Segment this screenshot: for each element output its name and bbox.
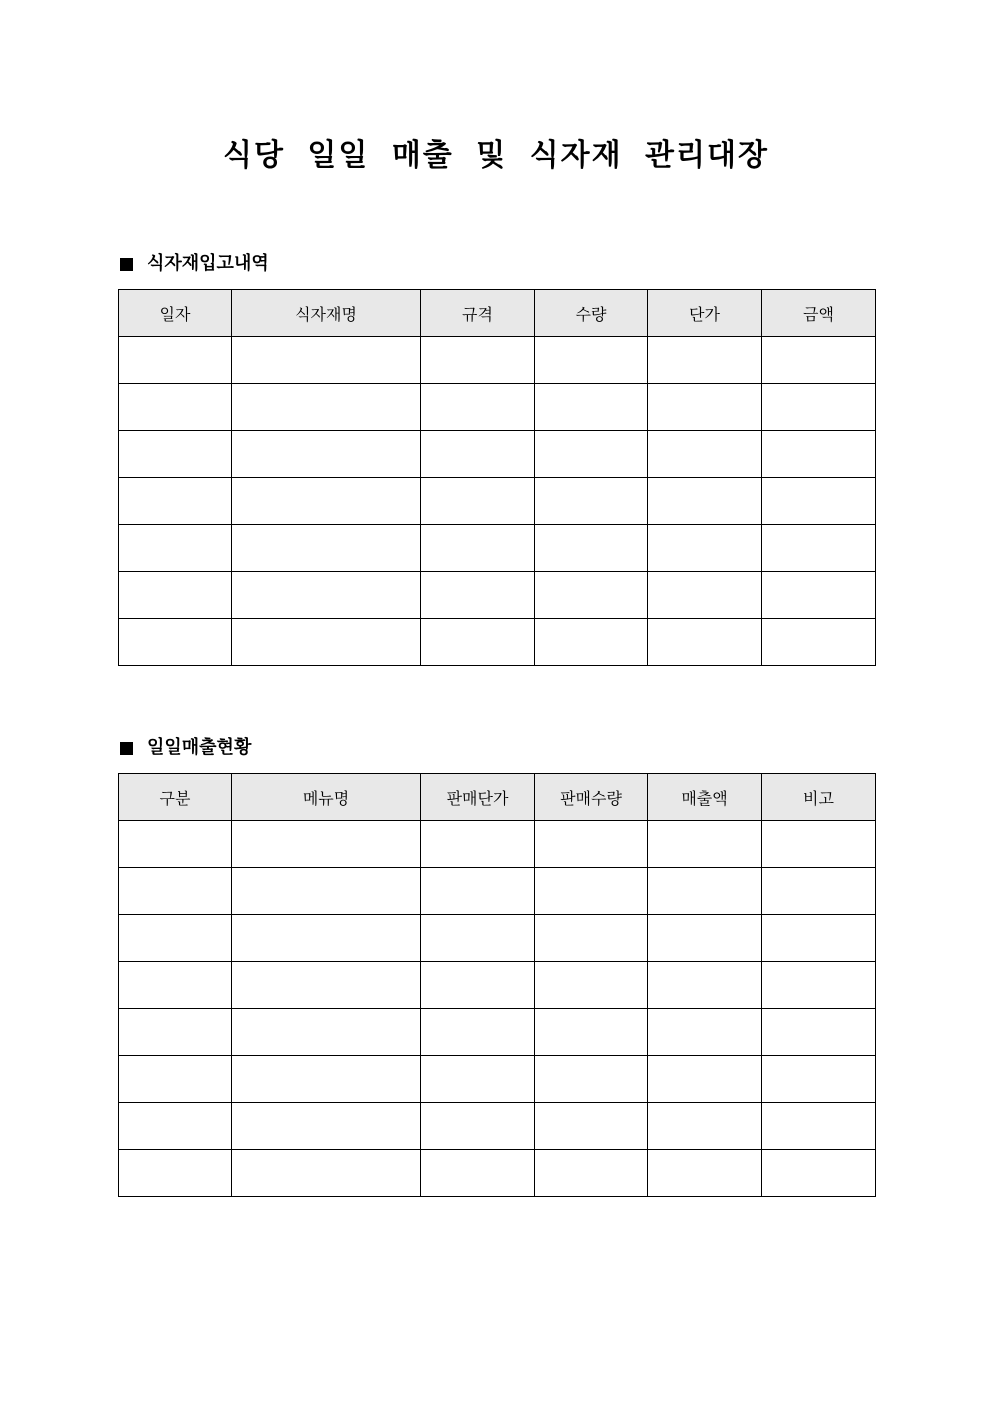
table-cell[interactable] [421, 821, 535, 868]
table-cell[interactable] [762, 868, 876, 915]
table-cell[interactable] [535, 572, 648, 619]
table-cell[interactable] [535, 868, 648, 915]
table-row [119, 572, 876, 619]
table-cell[interactable] [762, 384, 876, 431]
table-cell[interactable] [119, 525, 232, 572]
square-bullet-icon [120, 742, 133, 755]
column-header: 규격 [421, 290, 535, 337]
table-cell[interactable] [119, 1056, 232, 1103]
table-cell[interactable] [762, 431, 876, 478]
table-cell[interactable] [535, 915, 648, 962]
table-cell[interactable] [762, 1056, 876, 1103]
column-header: 단가 [648, 290, 762, 337]
table-cell[interactable] [421, 619, 535, 666]
table-header-row [119, 290, 876, 337]
table-cell[interactable] [648, 337, 762, 384]
table-cell[interactable] [648, 525, 762, 572]
table-row [119, 1103, 876, 1150]
table-cell[interactable] [762, 1009, 876, 1056]
column-header: 식자재명 [232, 290, 421, 337]
table-cell[interactable] [119, 478, 232, 525]
table-cell[interactable] [762, 1103, 876, 1150]
column-header: 메뉴명 [232, 774, 421, 821]
table-cell[interactable] [232, 1103, 421, 1150]
table-cell[interactable] [119, 962, 232, 1009]
table-cell[interactable] [119, 1103, 232, 1150]
table-cell[interactable] [119, 572, 232, 619]
table-row [119, 821, 876, 868]
table-cell[interactable] [421, 384, 535, 431]
table-cell[interactable] [648, 915, 762, 962]
table-cell[interactable] [762, 525, 876, 572]
table-cell[interactable] [232, 915, 421, 962]
table-row [119, 915, 876, 962]
table-row [119, 1009, 876, 1056]
table-cell[interactable] [421, 962, 535, 1009]
table-cell[interactable] [232, 1009, 421, 1056]
table-cell[interactable] [535, 478, 648, 525]
table-cell[interactable] [119, 1150, 232, 1197]
table-cell[interactable] [232, 337, 421, 384]
table-cell[interactable] [648, 478, 762, 525]
table-cell[interactable] [421, 868, 535, 915]
table-cell[interactable] [535, 431, 648, 478]
table-cell[interactable] [535, 1056, 648, 1103]
table-cell[interactable] [232, 478, 421, 525]
table-cell[interactable] [119, 915, 232, 962]
table-cell[interactable] [535, 619, 648, 666]
ingredient-receipts-body [119, 337, 876, 666]
table-cell[interactable] [232, 962, 421, 1009]
daily-sales-body [119, 821, 876, 1197]
column-header: 판매단가 [421, 774, 535, 821]
table-cell[interactable] [232, 1150, 421, 1197]
section-heading-daily-sales [118, 736, 251, 760]
table-cell[interactable] [232, 572, 421, 619]
table-cell[interactable] [535, 821, 648, 868]
table-row [119, 962, 876, 1009]
table-cell[interactable] [648, 384, 762, 431]
table-cell[interactable] [119, 1009, 232, 1056]
column-header: 구분 [119, 774, 232, 821]
table-cell[interactable] [421, 478, 535, 525]
table-cell[interactable] [119, 384, 232, 431]
column-header: 판매수량 [535, 774, 648, 821]
table-cell[interactable] [762, 619, 876, 666]
table-row [119, 384, 876, 431]
table-cell[interactable] [535, 337, 648, 384]
table-cell[interactable] [421, 915, 535, 962]
table-cell[interactable] [648, 962, 762, 1009]
table-cell[interactable] [421, 431, 535, 478]
column-header: 일자 [119, 290, 232, 337]
table-cell[interactable] [535, 1150, 648, 1197]
document-title: 식당 일일 매출 및 식자재 관리대장 [223, 138, 769, 173]
table-cell[interactable] [648, 868, 762, 915]
table-cell[interactable] [421, 1150, 535, 1197]
square-bullet-icon [120, 258, 133, 271]
ingredient-receipts-table [118, 289, 876, 666]
table-cell[interactable] [648, 1103, 762, 1150]
table-cell[interactable] [421, 572, 535, 619]
table-cell[interactable] [648, 821, 762, 868]
column-header: 매출액 [648, 774, 762, 821]
table-cell[interactable] [648, 619, 762, 666]
table-cell[interactable] [119, 431, 232, 478]
table-cell[interactable] [648, 1009, 762, 1056]
section-heading-label: 식자재입고내역 [147, 253, 269, 274]
table-cell[interactable] [762, 821, 876, 868]
table-cell[interactable] [535, 962, 648, 1009]
table-cell[interactable] [762, 962, 876, 1009]
table-cell[interactable] [762, 337, 876, 384]
table-cell[interactable] [648, 1150, 762, 1197]
table-row [119, 431, 876, 478]
table-row [119, 1150, 876, 1197]
table-cell[interactable] [119, 619, 232, 666]
table-cell[interactable] [232, 821, 421, 868]
table-cell[interactable] [232, 525, 421, 572]
table-cell[interactable] [119, 821, 232, 868]
table-cell[interactable] [535, 384, 648, 431]
section-heading-ingredient-receipts [118, 252, 269, 276]
table-cell[interactable] [421, 1009, 535, 1056]
column-header: 비고 [762, 774, 876, 821]
table-row [119, 619, 876, 666]
table-cell[interactable] [535, 1009, 648, 1056]
table-cell[interactable] [535, 525, 648, 572]
table-cell[interactable] [648, 572, 762, 619]
table-cell[interactable] [762, 1150, 876, 1197]
table-cell[interactable] [648, 1056, 762, 1103]
table-cell[interactable] [421, 337, 535, 384]
table-cell[interactable] [762, 572, 876, 619]
table-cell[interactable] [762, 915, 876, 962]
table-cell[interactable] [119, 337, 232, 384]
table-cell[interactable] [535, 1103, 648, 1150]
table-cell[interactable] [232, 1056, 421, 1103]
table-cell[interactable] [421, 525, 535, 572]
table-cell[interactable] [762, 478, 876, 525]
table-cell[interactable] [421, 1103, 535, 1150]
daily-sales-table [118, 773, 876, 1197]
table-row [119, 868, 876, 915]
table-cell[interactable] [232, 384, 421, 431]
column-header: 금액 [762, 290, 876, 337]
table-header-row [119, 774, 876, 821]
section-heading-label: 일일매출현황 [147, 737, 252, 758]
column-header: 수량 [535, 290, 648, 337]
table-cell[interactable] [119, 868, 232, 915]
table-row [119, 337, 876, 384]
table-cell[interactable] [648, 431, 762, 478]
table-row [119, 478, 876, 525]
table-cell[interactable] [232, 431, 421, 478]
table-row [119, 1056, 876, 1103]
table-row [119, 525, 876, 572]
table-cell[interactable] [232, 868, 421, 915]
table-cell[interactable] [232, 619, 421, 666]
table-cell[interactable] [421, 1056, 535, 1103]
